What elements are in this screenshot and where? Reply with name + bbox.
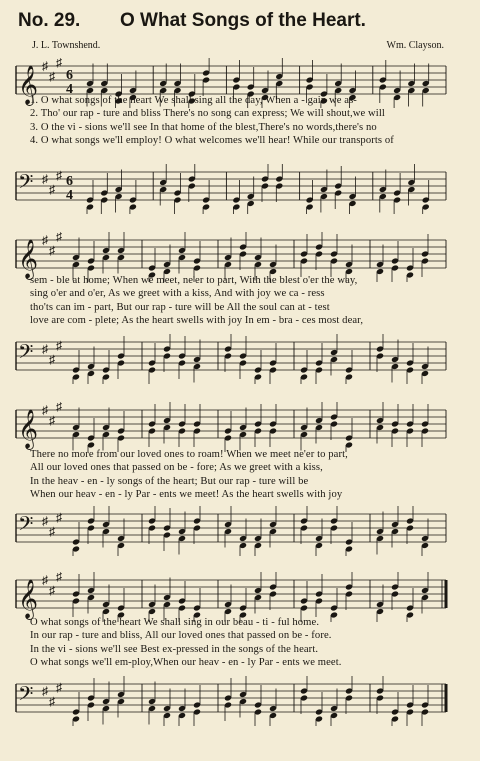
svg-text:♯: ♯ bbox=[42, 233, 48, 247]
lyrics-block bbox=[30, 94, 462, 148]
svg-text:𝄞: 𝄞 bbox=[18, 579, 39, 619]
hymn-credits bbox=[14, 40, 466, 54]
svg-text:♯: ♯ bbox=[42, 573, 48, 587]
lyric-line-verse-2: All our loved ones that passed on be - fore; As we greet with a kiss, bbox=[30, 462, 323, 474]
svg-text:♯: ♯ bbox=[42, 403, 48, 417]
svg-text:♯: ♯ bbox=[49, 182, 55, 197]
svg-text:♯: ♯ bbox=[56, 402, 62, 414]
lyric-line-verse-1: There no more from our loved ones to roam! When we meet ne'er to part, bbox=[30, 449, 348, 460]
svg-text:♯: ♯ bbox=[56, 680, 62, 695]
lyric-line-verse-3: In the vi - sions we'll see Best ex-pressed in the songs of the heart. bbox=[30, 643, 319, 655]
lyric-line-verse-2: sing o'er and o'er, As we greet with a kiss, And with joy we ca - ress bbox=[30, 288, 325, 300]
svg-text:𝄢: 𝄢 bbox=[18, 682, 34, 710]
svg-text:6: 6 bbox=[66, 68, 73, 83]
bass-staff bbox=[0, 334, 480, 384]
svg-text:♯: ♯ bbox=[49, 413, 55, 428]
lyric-line-verse-3: In the heav - en - ly songs of the heart; But our rap - ture will be bbox=[30, 475, 309, 487]
svg-text:♯: ♯ bbox=[56, 338, 62, 353]
lyricist-credit: J. L. Townshend. bbox=[32, 40, 101, 51]
svg-text:♯: ♯ bbox=[49, 69, 55, 84]
lyrics-block bbox=[30, 448, 462, 502]
svg-text:𝄞: 𝄞 bbox=[18, 239, 39, 279]
lyric-line-verse-2: In our rap - ture and bliss, All our loved ones that passed on be - fore. bbox=[30, 630, 332, 642]
bass-staff bbox=[0, 676, 480, 726]
bass-staff bbox=[0, 506, 480, 556]
svg-text:♯: ♯ bbox=[56, 232, 62, 244]
svg-text:♯: ♯ bbox=[56, 572, 62, 584]
svg-text:6: 6 bbox=[66, 174, 73, 189]
svg-text:𝄢: 𝄢 bbox=[18, 340, 34, 368]
lyric-line-verse-2: 2. Tho' our rap - ture and bliss There's no song can express; We will shout,we will bbox=[30, 108, 385, 120]
treble-staff bbox=[0, 402, 480, 452]
svg-text:♯: ♯ bbox=[49, 243, 55, 258]
svg-text:𝄞: 𝄞 bbox=[18, 65, 39, 105]
lyric-line-verse-4: O what songs we'll em-ploy,When our heav - en - ly Par - ents we meet. bbox=[30, 657, 342, 669]
svg-text:4: 4 bbox=[66, 188, 73, 203]
treble-staff bbox=[0, 572, 480, 622]
lyric-line-verse-1: sem - ble at home; When we meet, ne'er to part, With the blest o'er the way, bbox=[30, 275, 358, 286]
svg-text:♯: ♯ bbox=[49, 694, 55, 709]
lyric-line-verse-3: 3. O the vi - sions we'll see In that home of the blest,There's no words,there's no bbox=[30, 121, 377, 133]
lyric-line-verse-1: 1. O what songs of the heart We shall sing all the day, When a - gain we as- bbox=[30, 95, 357, 106]
lyric-line-verse-3: tho'ts can im - part, But our rap - ture will be All the soul can at - test bbox=[30, 301, 330, 313]
lyric-line-verse-4: love are com - plete; As the heart swells with joy In em - bra - ces most dear, bbox=[30, 315, 364, 327]
svg-text:♯: ♯ bbox=[49, 524, 55, 539]
bass-staff bbox=[0, 164, 480, 214]
svg-text:♯: ♯ bbox=[42, 514, 48, 528]
svg-text:♯: ♯ bbox=[49, 583, 55, 598]
hymn-number: No. 29. bbox=[18, 10, 81, 31]
lyric-line-verse-1: O what songs of the heart We shall sing in our beau - ti - ful home. bbox=[30, 617, 320, 628]
lyric-line-verse-4: When our heav - en - ly Par - ents we meet! As the heart swells with joy bbox=[30, 489, 343, 501]
lyrics-block bbox=[30, 616, 462, 670]
hymn-header bbox=[14, 10, 466, 36]
svg-text:4: 4 bbox=[66, 82, 73, 97]
svg-text:𝄞: 𝄞 bbox=[18, 409, 39, 449]
svg-text:♯: ♯ bbox=[42, 59, 48, 73]
svg-text:♯: ♯ bbox=[56, 168, 62, 183]
svg-text:𝄢: 𝄢 bbox=[18, 170, 34, 198]
hymn-title: O What Songs of the Heart. bbox=[120, 10, 366, 31]
svg-text:♯: ♯ bbox=[56, 510, 62, 525]
svg-text:𝄢: 𝄢 bbox=[18, 512, 34, 540]
lyric-line-verse-4: 4. O what songs we'll employ! O what welcomes we'll hear! While our transports of bbox=[30, 135, 394, 147]
svg-text:♯: ♯ bbox=[42, 684, 48, 698]
lyrics-block bbox=[30, 274, 462, 328]
svg-text:♯: ♯ bbox=[42, 342, 48, 356]
composer-credit: Wm. Clayson. bbox=[386, 40, 444, 51]
svg-text:♯: ♯ bbox=[56, 58, 62, 70]
svg-text:♯: ♯ bbox=[49, 352, 55, 367]
svg-text:♯: ♯ bbox=[42, 172, 48, 186]
